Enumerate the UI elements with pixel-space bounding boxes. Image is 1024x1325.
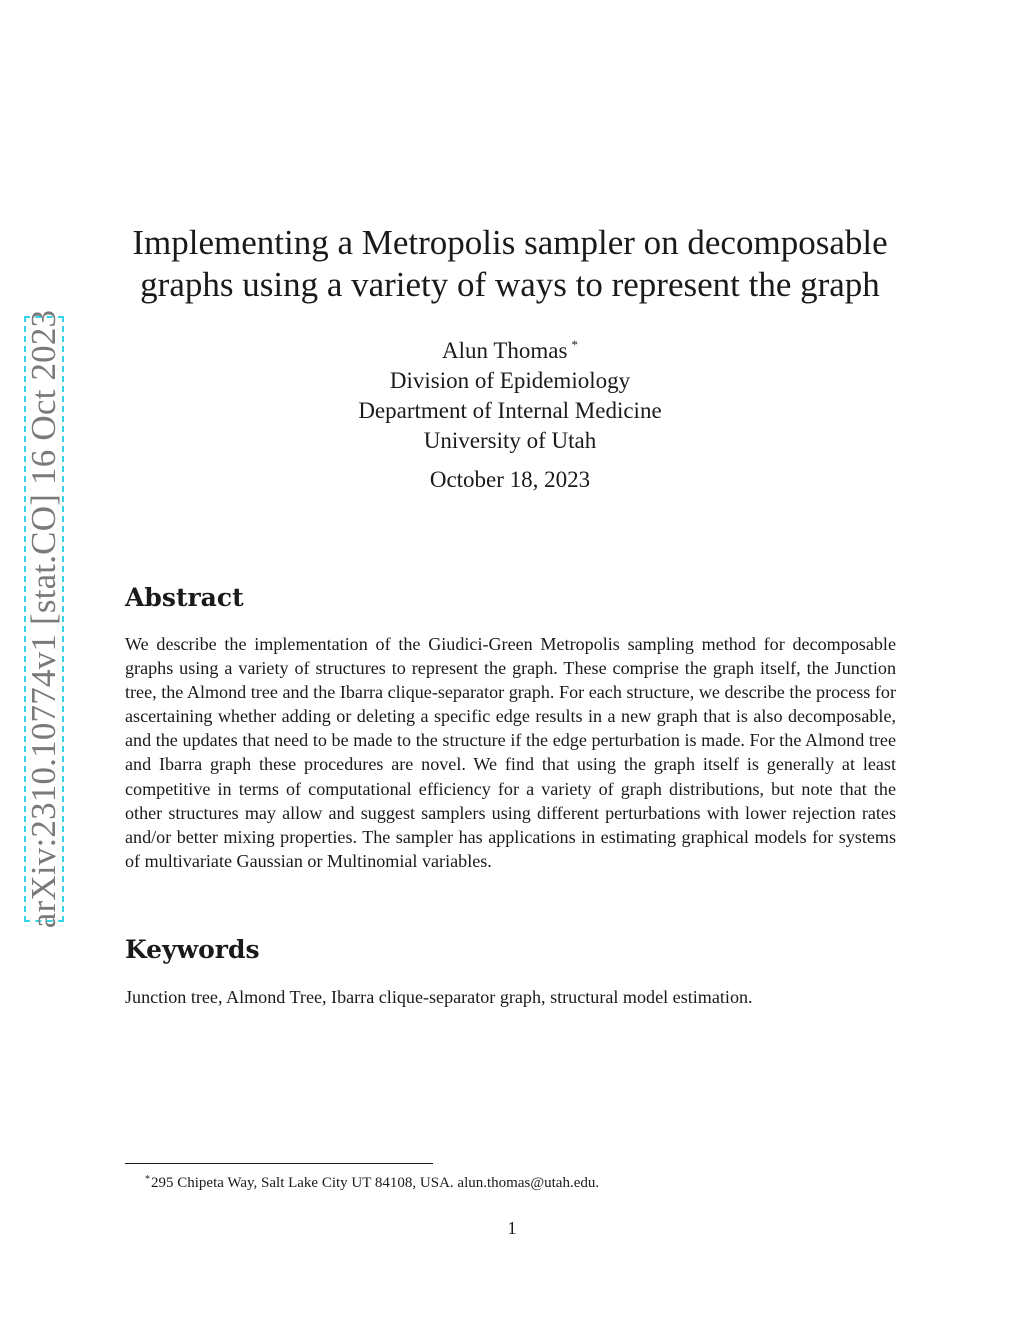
author-name: Alun Thomas [442,338,568,363]
footnote-text: 295 Chipeta Way, Salt Lake City UT 84108, USA. alun.thomas@utah.edu. [151,1175,600,1191]
author-block [100,330,920,456]
keywords-text: Junction tree, Almond Tree, Ibarra clique-separator graph, structural model estimation. [125,987,753,1007]
author-department: Department of Internal Medicine [358,398,662,423]
author-footnote-mark: * [571,337,578,352]
author-name-line [100,330,920,366]
title-line-2: graphs using a variety of ways to represent the graph [140,265,880,304]
abstract-heading: Abstract [125,583,244,612]
paper-title [100,222,920,306]
author-division: Division of Epidemiology [389,368,631,393]
footnote [145,1170,599,1193]
title-line-1: Implementing a Metropolis sampler on decomposable [132,223,888,262]
footnote-mark: * [145,1174,150,1185]
keywords-heading: Keywords [125,935,260,964]
author-university: University of Utah [423,428,597,453]
arxiv-stamp [24,309,64,929]
abstract-text: We describe the implementation of the Giudici-Green Metropolis sampling method for decomposable graphs using a variety of structures to represent the graph. These comprise the graph itself, the Junction tree, the Almond tree and the Ibarra clique-separator graph. For each structure, we describe the process for ascertaining whether adding or deleting a specific edge results in a new graph that is also decomposable, and the updates that need to be made to the structure if the edge perturbation is made. For the Almond tree and Ibarra graph these procedures are novel. We find that using the graph itself is generally at least competitive in terms of computational efficiency for a variety of graph distributions, but note that the other structures may allow and suggest samplers using different perturbations with lower rejection rates and/or better mixing properties. The sampler has applications in estimating graphical models for systems of multivariate Gaussian or Multinomial variables. [125,634,896,871]
arxiv-identifier: arXiv:2310.10774v1 [stat.CO] 16 Oct 2023 [24,309,63,929]
paper-date: October 18, 2023 [429,467,591,492]
page-number: 1 [507,1218,517,1238]
footnote-divider [125,1163,433,1164]
